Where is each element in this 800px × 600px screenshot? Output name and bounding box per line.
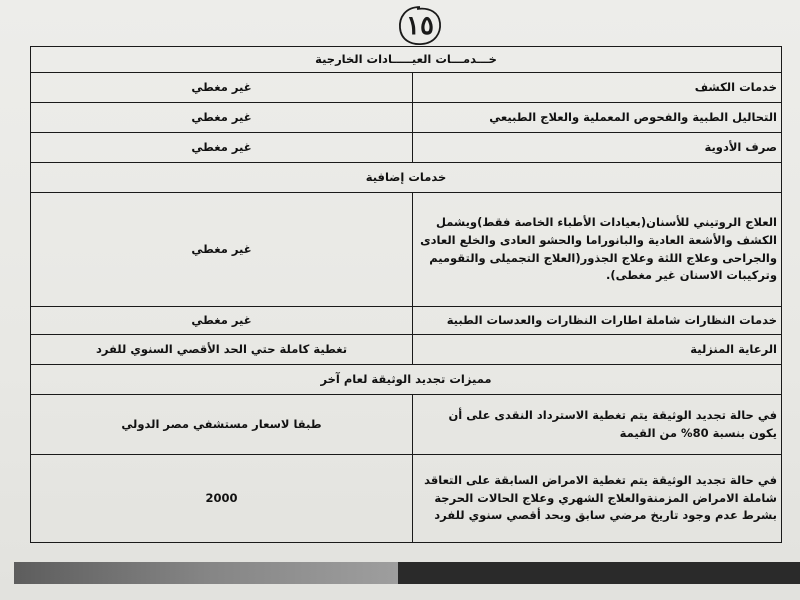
row-value: غير مغطي [31, 103, 413, 133]
row-label: في حالة تجديد الوثيقة يتم تغطية الامراض السابقة على التعاقد شاملة الامراض المزمنةوالعلاج الشهري وعلاج الحالات الحرجة بشرط عدم وجود تاريخ مرضي سابق وبحد أقصي سنوي للفرد [413, 455, 782, 543]
row-label: في حالة تجديد الوثيقة يتم تغطية الاسترداد النقدى على أن يكون بنسبة 80% من القيمة [413, 395, 782, 455]
page-number-mark [395, 4, 445, 48]
row-label: خدمات الكشف [413, 73, 782, 103]
row-value: تغطية كاملة حتي الحد الأقصي السنوي للفرد [31, 335, 413, 365]
row-label: صرف الأدوية [413, 133, 782, 163]
row-label: خدمات النظارات شاملة اطارات النظارات والعدسات الطبية [413, 307, 782, 335]
row-label: العلاج الروتيني للأسنان(بعيادات الأطباء الخاصة فقط)ويشمل الكشف والأشعة العادية والبانوراما والحشو العادى والخلع العادى والجراحى وعلاج اللثة وعلاج الجذور(العلاج التجميلى والتقوميم وتركيبات الاسنان غير مغطى). [413, 193, 782, 307]
table-row [31, 395, 782, 455]
row-value: غير مغطي [31, 73, 413, 103]
table-row [31, 307, 782, 335]
coverage-table [30, 46, 782, 543]
section-title-additional: خدمات إضافية [31, 163, 782, 193]
table-row [31, 103, 782, 133]
table-row [31, 455, 782, 543]
row-value: غير مغطي [31, 307, 413, 335]
row-value: غير مغطي [31, 193, 413, 307]
row-value: غير مغطي [31, 133, 413, 163]
row-value: 2000 [31, 455, 413, 543]
table-row [31, 193, 782, 307]
footer-band-dark [398, 562, 800, 584]
section-title-outpatient: خـــدمـــات العيـــــادات الخارجية [31, 47, 782, 73]
row-value: طبقا لاسعار مستشفي مصر الدولي [31, 395, 413, 455]
page-number: ١٥ [406, 11, 434, 41]
section-header-row [31, 365, 782, 395]
section-header-row [31, 163, 782, 193]
section-title-renewal: مميزات تجديد الوثيقة لعام آخر [31, 365, 782, 395]
table-row [31, 73, 782, 103]
footer-band-light [14, 562, 398, 584]
section-header-row [31, 47, 782, 73]
table-row [31, 335, 782, 365]
row-label: التحاليل الطبية والفحوص المعملية والعلاج الطبيعي [413, 103, 782, 133]
row-label: الرعاية المنزلية [413, 335, 782, 365]
table-row [31, 133, 782, 163]
